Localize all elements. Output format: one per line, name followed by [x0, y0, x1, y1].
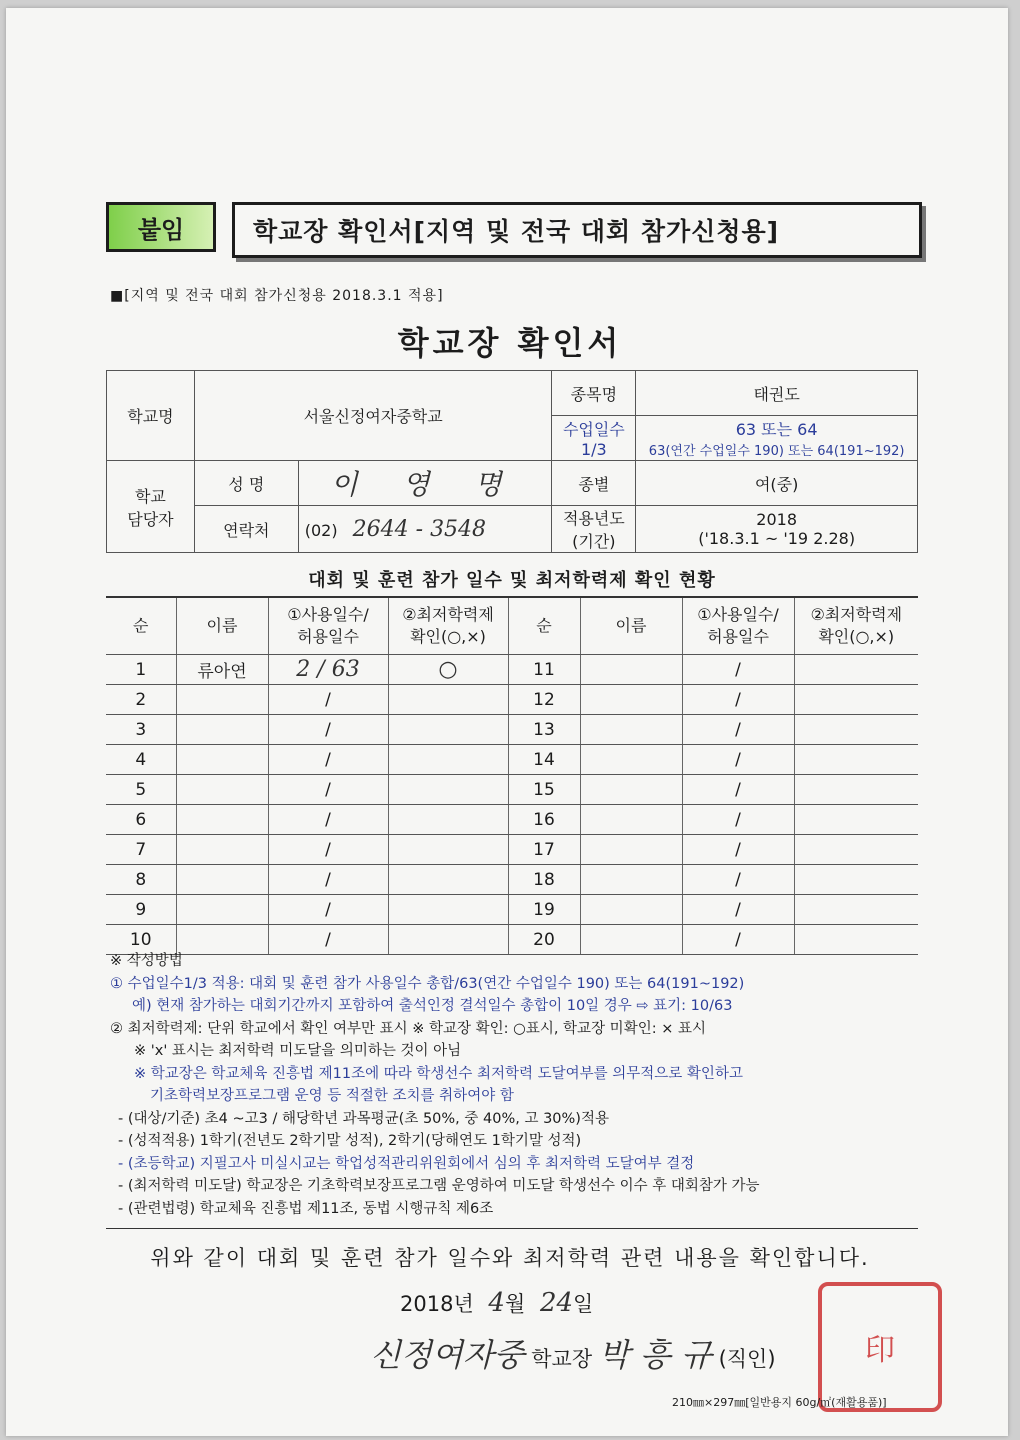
principal-signature-line [370, 1330, 776, 1376]
header-days-2-line1: ①사용일수/ [697, 605, 779, 624]
row-min [388, 805, 508, 835]
name-value-handwritten: 이 영 명 [298, 461, 552, 506]
header-days-line1: ①사용일수/ [287, 605, 369, 624]
seal-glyph: 印 [865, 1333, 895, 1368]
seal-mark-text: (직인) [718, 1347, 776, 1371]
row-days: 2 / 63 [268, 655, 388, 685]
instruction-line: - (초등학교) 지필고사 미실시교는 학업성적관리위원회에서 심의 후 최저학력 도달여부 결정 [118, 1155, 695, 1172]
table-row [106, 835, 918, 865]
row-name [176, 715, 268, 745]
row-no: 9 [106, 895, 176, 925]
row-min [388, 685, 508, 715]
row-days: / [268, 715, 388, 745]
school-name: 서울신정여자중학교 [194, 371, 552, 461]
instruction-line: - (대상/기준) 초4 ~고3 / 해당학년 과목평균(초 50%, 중 40%, 고 30%)적용 [118, 1110, 609, 1127]
row-min-2 [794, 835, 918, 865]
row-name [176, 775, 268, 805]
row-days-2: / [682, 655, 794, 685]
header-title-box: 학교장 확인서[지역 및 전국 대회 참가신청용] [232, 202, 922, 258]
name-label: 성 명 [194, 461, 298, 506]
class-days-label-cell [552, 416, 636, 461]
row-name [176, 835, 268, 865]
class-days-value: 63 또는 64 [735, 420, 818, 439]
class-days-value-cell [636, 416, 918, 461]
row-days-2: / [682, 895, 794, 925]
row-days: / [268, 925, 388, 955]
row-no-2: 18 [508, 865, 580, 895]
header-min-2-line2: 확인(○,×) [818, 627, 895, 646]
row-min-2 [794, 865, 918, 895]
application-subnote: ■[지역 및 전국 대회 참가신청용 2018.3.1 적용] [110, 288, 444, 304]
school-info-table [106, 370, 918, 553]
row-min-2 [794, 715, 918, 745]
row-min-2 [794, 745, 918, 775]
section-title: 대회 및 훈련 참가 일수 및 최저학력제 확인 현황 [308, 570, 716, 591]
row-days: / [268, 835, 388, 865]
apply-year-label-2: (기간) [572, 532, 616, 551]
row-min-2 [794, 655, 918, 685]
date-month-unit: 월 [504, 1292, 526, 1316]
row-days-2: / [682, 805, 794, 835]
row-days-2: / [682, 835, 794, 865]
row-no: 5 [106, 775, 176, 805]
row-days-2: / [682, 925, 794, 955]
table-row [106, 655, 918, 685]
row-min-2 [794, 685, 918, 715]
contact-person-label-cell [107, 461, 195, 553]
date-day-unit: 일 [573, 1292, 594, 1316]
row-name-2 [580, 805, 682, 835]
row-name [176, 805, 268, 835]
row-name: 류아연 [176, 655, 268, 685]
row-name [176, 865, 268, 895]
apply-year: 2018 [756, 510, 797, 529]
header-min [388, 597, 508, 655]
header-no: 순 [106, 597, 176, 655]
row-min [388, 745, 508, 775]
phone-value-handwritten: 2644 - 3548 [352, 516, 487, 542]
row-days-2: / [682, 865, 794, 895]
sport-label: 종목명 [552, 371, 636, 416]
instruction-line: ※ 'x' 표시는 최저학력 미도달을 의미하는 것이 아님 [134, 1043, 462, 1059]
table-row [106, 805, 918, 835]
instruction-line: 기초학력보장프로그램 운영 등 적절한 조치를 취하여야 함 [150, 1088, 514, 1104]
header-no-2: 순 [508, 597, 580, 655]
row-no: 8 [106, 865, 176, 895]
row-days: / [268, 865, 388, 895]
principal-name-handwritten: 박 흥 규 [598, 1336, 712, 1374]
row-no-2: 14 [508, 745, 580, 775]
attachment-badge: 붙임 [106, 202, 216, 252]
row-no-2: 19 [508, 895, 580, 925]
contact-person-label-1: 학교 [134, 486, 166, 506]
header-min-2 [794, 597, 918, 655]
header-min-line1: ②최저학력제 [402, 605, 494, 624]
header-name: 이름 [176, 597, 268, 655]
school-label: 학교명 [107, 371, 195, 461]
row-no-2: 11 [508, 655, 580, 685]
document-title: 학교장 확인서 [397, 324, 623, 362]
gender-label: 종별 [552, 461, 636, 506]
instruction-line: - (관련법령) 학교체육 진흥법 제11조, 동법 시행규칙 제6조 [118, 1200, 494, 1217]
row-days-2: / [682, 775, 794, 805]
row-name [176, 895, 268, 925]
row-min-2 [794, 775, 918, 805]
row-days-2: / [682, 715, 794, 745]
row-name-2 [580, 715, 682, 745]
row-name [176, 685, 268, 715]
phone-label: 연락처 [194, 506, 298, 553]
header-days-2-line2: 허용일수 [707, 627, 769, 646]
row-min [388, 865, 508, 895]
row-no-2: 20 [508, 925, 580, 955]
row-name-2 [580, 835, 682, 865]
row-days: / [268, 745, 388, 775]
row-name-2 [580, 745, 682, 775]
contact-person-label-2: 담당자 [127, 509, 174, 529]
row-no-2: 12 [508, 685, 580, 715]
row-name-2 [580, 685, 682, 715]
header-min-line2: 확인(○,×) [410, 627, 486, 646]
row-name-2 [580, 775, 682, 805]
instruction-line: 예) 현재 참가하는 대회기간까지 포함하여 출석인정 결석일수 총합이 10일 경우 ⇨ 표기: 10/63 [132, 998, 733, 1014]
table-row [106, 895, 918, 925]
table-row [106, 865, 918, 895]
phone-prefix: (02) [304, 520, 338, 540]
row-no: 3 [106, 715, 176, 745]
row-no: 4 [106, 745, 176, 775]
row-name [176, 745, 268, 775]
class-days-ratio: 1/3 [580, 440, 607, 459]
header-days [268, 597, 388, 655]
participation-table [106, 596, 918, 955]
date-year: 2018년 [400, 1292, 474, 1316]
row-min-2 [794, 805, 918, 835]
row-min [388, 835, 508, 865]
row-days-2: / [682, 745, 794, 775]
official-seal [818, 1282, 942, 1412]
row-min-2 [794, 895, 918, 925]
header-days-2 [682, 597, 794, 655]
date-month-handwritten: 4 [488, 1288, 505, 1318]
row-min [388, 715, 508, 745]
instruction-line: ※ 작성방법 [110, 953, 183, 969]
header-min-2-line1: ②최저학력제 [810, 605, 903, 624]
row-no: 2 [106, 685, 176, 715]
header-days-line2: 허용일수 [297, 627, 359, 646]
confirmation-statement: 위와 같이 대회 및 훈련 참가 일수와 최저학력 관련 내용을 확인합니다. [150, 1246, 870, 1270]
row-min: ○ [388, 655, 508, 685]
row-no-2: 15 [508, 775, 580, 805]
table-header-row [106, 597, 918, 655]
instruction-line: ※ 학교장은 학교체육 진흥법 제11조에 따라 학생선수 최저학력 도달여부를 의무적으로 확인하고 [134, 1065, 743, 1082]
row-no-2: 17 [508, 835, 580, 865]
apply-year-cell [636, 506, 918, 553]
row-no-2: 16 [508, 805, 580, 835]
instruction-line: - (최저학력 미도달) 학교장은 기초학력보장프로그램 운영하여 미도달 학생선수 이수 후 대회참가 가능 [118, 1178, 760, 1194]
class-days-note: 63(연간 수업일수 190) 또는 64(191~192) [648, 444, 905, 459]
school-name-handwritten: 신정여자중 [370, 1336, 525, 1374]
row-name-2 [580, 655, 682, 685]
apply-period: ('18.3.1 ~ '19 2.28) [698, 529, 856, 548]
row-no: 10 [106, 925, 176, 955]
row-no: 7 [106, 835, 176, 865]
table-row [106, 685, 918, 715]
row-days: / [268, 805, 388, 835]
writing-instructions [110, 950, 920, 1220]
header-name-2: 이름 [580, 597, 682, 655]
gender-value: 여(중) [636, 461, 918, 506]
row-days: / [268, 685, 388, 715]
row-days: / [268, 775, 388, 805]
paper-spec-footer: 210㎜×297㎜[일반용지 60g/㎡(재활용품)] [672, 1396, 887, 1409]
table-row [106, 775, 918, 805]
row-min [388, 895, 508, 925]
instruction-line: ② 최저학력제: 단위 학교에서 확인 여부만 표시 ※ 학교장 확인: ○표시, 학교장 미확인: × 표시 [110, 1020, 706, 1037]
row-min [388, 775, 508, 805]
divider-line [106, 1228, 918, 1229]
sport-value: 태권도 [636, 371, 918, 416]
row-no-2: 13 [508, 715, 580, 745]
principal-title: 학교장 [531, 1347, 593, 1371]
table-row [106, 715, 918, 745]
row-days-2: / [682, 685, 794, 715]
apply-year-label-cell [552, 506, 636, 553]
row-days: / [268, 895, 388, 925]
row-name-2 [580, 895, 682, 925]
table-row [106, 745, 918, 775]
class-days-label: 수업일수 [562, 420, 625, 439]
date-day-handwritten: 24 [539, 1288, 574, 1318]
row-name-2 [580, 865, 682, 895]
apply-year-label-1: 적용년도 [562, 509, 625, 528]
row-no: 6 [106, 805, 176, 835]
phone-cell [298, 506, 552, 553]
instruction-line: - (성적적용) 1학기(전년도 2학기말 성적), 2학기(당해연도 1학기말 성적) [118, 1133, 582, 1149]
signing-date [400, 1288, 593, 1318]
row-no: 1 [106, 655, 176, 685]
instruction-line: ① 수업일수1/3 적용: 대회 및 훈련 참가 사용일수 총합/63(연간 수업일수 190) 또는 64(191~192) [110, 975, 745, 992]
